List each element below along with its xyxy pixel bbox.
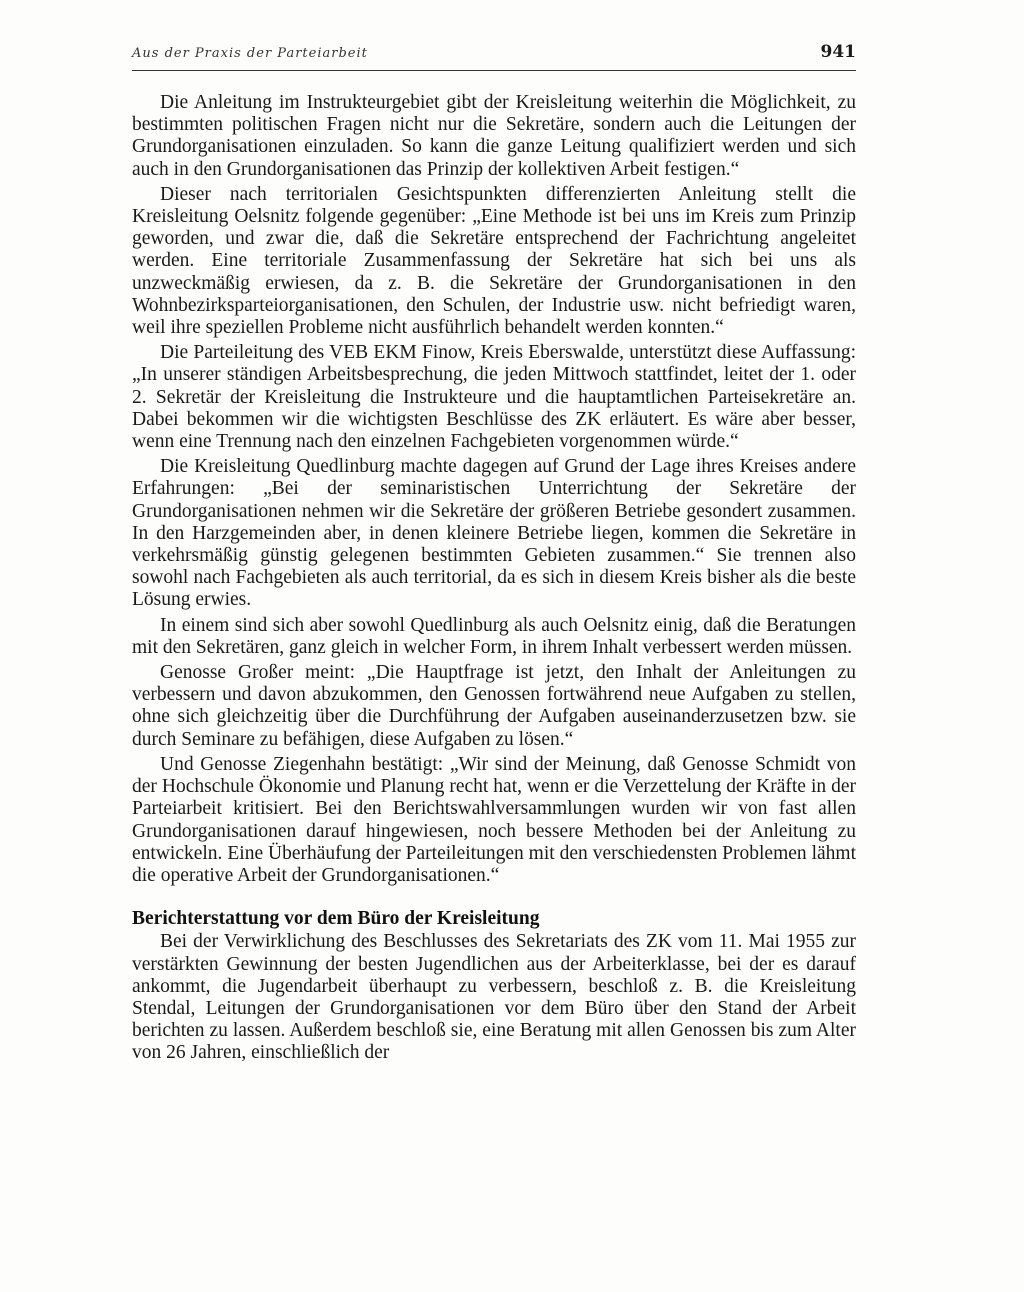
page-number: 941	[820, 42, 856, 62]
running-head: Aus der Praxis der Parteiarbeit	[132, 46, 368, 61]
paragraph-7: Und Genosse Ziegenhahn bestätigt: „Wir sind der Meinung, daß Genosse Schmidt von der Hochschule Ökonomie und Planung recht hat, wenn er die Verzettelung der Kräfte in der Parteiarbeit kritisiert. Bei den Berichtswahlversammlungen wurden wir von fast allen Grundorganisationen darauf hingewiesen, noch bessere Methoden bei der Anleitung zu entwickeln. Eine Überhäufung der Parteileitungen mit den verschiedensten Problemen lähmt die operative Arbeit der Grundorganisationen.“	[132, 753, 856, 886]
paragraph-1: Die Anleitung im Instrukteurgebiet gibt der Kreisleitung weiterhin die Möglichkeit, zu bestimmten politischen Fragen nicht nur die Sekretäre, sondern auch die Leitungen der Grundorganisationen einzuladen. So kann die ganze Leitung qualifiziert werden und sich auch in den Grundorganisationen das Prinzip der kollektiven Arbeit festigen.“	[132, 92, 856, 180]
section-heading: Berichterstattung vor dem Büro der Kreisleitung	[132, 908, 540, 930]
body-text	[132, 92, 856, 1068]
page-header	[132, 40, 856, 71]
paragraph-5: In einem sind sich aber sowohl Quedlinburg als auch Oelsnitz einig, daß die Beratungen mit den Sekretären, ganz gleich in welcher Form, in ihrem Inhalt verbessert werden müssen.	[132, 614, 856, 658]
paragraph-6: Genosse Großer meint: „Die Hauptfrage ist jetzt, den Inhalt der Anleitungen zu verbessern und davon abzukommen, den Genossen fortwährend neue Aufgaben zu stellen, ohne sich gleichzeitig über die Durchführung der Aufgaben auseinanderzusetzen bzw. sie durch Seminare zu befähigen, diese Aufgaben zu lösen.“	[132, 662, 856, 750]
paragraph-3: Die Parteileitung des VEB EKM Finow, Kreis Eberswalde, unterstützt diese Auffassung: „In unserer ständigen Arbeitsbesprechung, die jeden Mittwoch stattfindet, leitet der 1. oder 2. Sekretär der Kreisleitung die Instrukteure und die hauptamtlichen Parteisekretäre an. Dabei bekommen wir die wichtigsten Beschlüsse des ZK erläutert. Es wäre aber besser, wenn eine Trennung nach den einzelnen Fachgebieten vorgenommen würde.“	[132, 342, 856, 453]
paragraph-2: Dieser nach territorialen Gesichtspunkten differenzierten Anleitung stellt die Kreisleitung Oelsnitz folgende gegenüber: „Eine Methode ist bei uns im Kreis zum Prinzip geworden, und zwar die, daß die Sekretäre entsprechend der Fachrichtung angeleitet werden. Eine territoriale Zusammenfassung der Sekretäre hat sich bei uns als unzweckmäßig erwiesen, da z. B. die Sekretäre der Grundorganisationen in den Wohnbezirksparteiorganisationen, den Schulen, der Industrie usw. nicht befriedigt waren, weil ihre speziellen Probleme nicht ausführlich behandelt werden konnten.“	[132, 183, 856, 339]
paragraph-4: Die Kreisleitung Quedlinburg machte dagegen auf Grund der Lage ihres Kreises andere Erfahrungen: „Bei der seminaristischen Unterrichtung der Sekretäre der Grundorganisationen nehmen wir die Sekretäre der größeren Betriebe gesondert zusammen. In den Harzgemeinden aber, in denen kleinere Betriebe liegen, kommen die Sekretäre in verkehrsmäßig günstig gelegenen bestimmten Gebieten zusammen.“ Sie trennen also sowohl nach Fachgebieten als auch territorial, da es sich in diesem Kreis bisher als die beste Lösung erwies.	[132, 456, 856, 611]
section-paragraph: Bei der Verwirklichung des Beschlusses des Sekretariats des ZK vom 11. Mai 1955 zur verstärkten Gewinnung der besten Jugendlichen aus der Arbeiterklasse, bei der es darauf ankommt, die Jugendarbeit überhaupt zu verbessern, beschloß z. B. die Kreisleitung Stendal, Leitungen der Grundorganisationen vor dem Büro über den Stand der Arbeit berichten zu lassen. Außerdem beschloß sie, eine Beratung mit allen Genossen bis zum Alter von 26 Jahren, einschließlich der	[132, 931, 856, 1064]
